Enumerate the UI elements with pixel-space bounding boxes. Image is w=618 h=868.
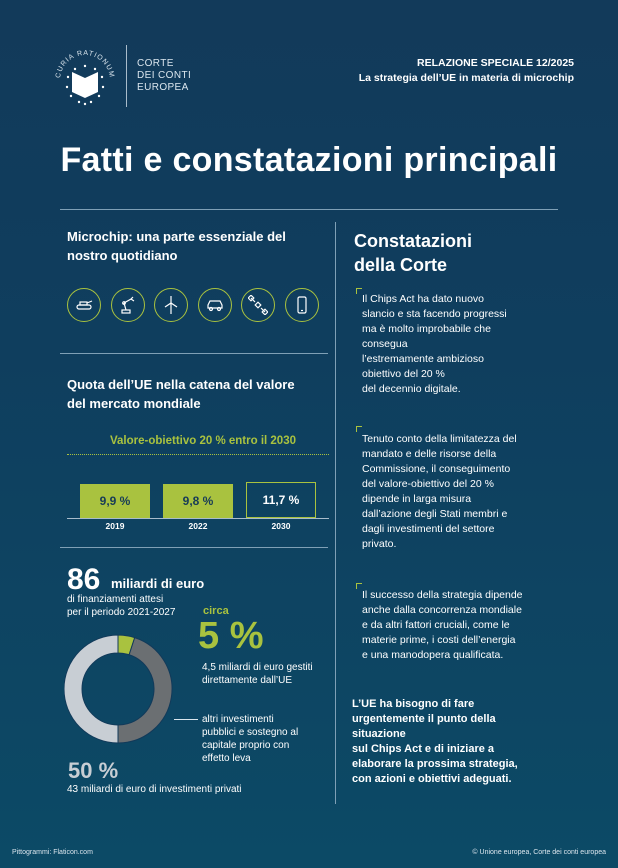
section-microchip-title-line-2: nostro quotidiano bbox=[67, 248, 178, 263]
finding-1 bbox=[362, 292, 547, 397]
org-name bbox=[137, 58, 191, 94]
finding-2 bbox=[362, 432, 547, 552]
bar-2019 bbox=[80, 484, 150, 518]
finding-1-line: consegua bbox=[362, 338, 408, 350]
section-share-title bbox=[67, 375, 295, 413]
bar-2022 bbox=[163, 484, 233, 518]
finding-2-line: dagli investimenti del settore bbox=[362, 523, 495, 535]
findings-title-line-2: della Corte bbox=[354, 255, 448, 275]
funding-subtitle bbox=[67, 593, 175, 619]
finding-2-line: dall’azione degli Stati membri e bbox=[362, 508, 508, 520]
eu-share-percent: 5 % bbox=[198, 615, 264, 657]
emblem-motto: CURIA RATIONUM bbox=[54, 49, 116, 79]
funding-subtitle-line-2: per il periodo 2021-2027 bbox=[67, 607, 176, 618]
findings-title-line-1: Constatazioni bbox=[354, 231, 473, 251]
conclusion bbox=[352, 697, 552, 787]
left-divider-1 bbox=[60, 353, 328, 354]
footer-credits: Pittogrammi: Flaticon.com bbox=[12, 849, 93, 856]
finding-3-line: e una manodopera qualificata. bbox=[362, 649, 504, 661]
finding-3-line: anche dalla concorrenza mondiale bbox=[362, 604, 522, 616]
bar-2022-label: 9,8 % bbox=[182, 494, 214, 508]
robot-arm-icon bbox=[111, 288, 145, 322]
org-line-2: DEI CONTI bbox=[137, 70, 192, 81]
conclusion-line: sul Chips Act e di iniziare a bbox=[352, 743, 495, 755]
finding-2-line: mandato e delle risorse della bbox=[362, 448, 497, 460]
target-line bbox=[67, 454, 329, 455]
circa-label: circa bbox=[203, 605, 229, 617]
donut-slice-private bbox=[64, 635, 118, 743]
conclusion-line: situazione bbox=[352, 728, 406, 740]
tank-icon bbox=[67, 288, 101, 322]
funding-donut bbox=[64, 623, 180, 755]
finding-3-line: e da altri fattori cruciali, come le bbox=[362, 619, 510, 631]
other-note-line-2: pubblici e sostegno al bbox=[202, 727, 299, 738]
logo-divider bbox=[126, 45, 127, 107]
other-leader-line bbox=[174, 719, 198, 720]
funding-total: 86 bbox=[67, 563, 101, 596]
smartphone-icon bbox=[285, 288, 319, 322]
bar-2030-label: 11,7 % bbox=[262, 493, 300, 507]
svg-text:CURIA RATIONUM bbox=[55, 50, 115, 79]
org-line-3: EUROPEA bbox=[137, 82, 189, 93]
finding-1-line: obiettivo del 20 % bbox=[362, 368, 445, 380]
finding-1-line: slancio e sta facendo progressi bbox=[362, 308, 507, 320]
column-divider bbox=[335, 222, 336, 804]
private-investment-note: 43 miliardi di euro di investimenti privati bbox=[67, 784, 242, 795]
page-title: Fatti e constatazioni principali bbox=[60, 141, 558, 179]
finding-2-line: dipende in larga misura bbox=[362, 493, 472, 505]
application-icons bbox=[67, 288, 319, 322]
finding-2-line: del valore-obiettivo del 20 % bbox=[362, 478, 494, 490]
wind-turbine-icon bbox=[154, 288, 188, 322]
finding-1-line: ma è molto improbabile che bbox=[362, 323, 491, 335]
other-note-line-3: capitale proprio con bbox=[202, 740, 290, 751]
conclusion-line: elaborare la prossima strategia, bbox=[352, 758, 518, 770]
footer-copyright: © Unione europea, Corte dei conti europea bbox=[472, 849, 606, 856]
finding-2-line: Commissione, il conseguimento bbox=[362, 463, 511, 475]
car-icon bbox=[198, 288, 232, 322]
conclusion-line: L’UE ha bisogno di fare bbox=[352, 698, 475, 710]
section-microchip-title-line-1: Microchip: una parte essenziale del bbox=[67, 229, 286, 244]
finding-1-line: del decennio digitale. bbox=[362, 383, 461, 395]
eca-emblem bbox=[50, 42, 120, 112]
finding-3-line: Il successo della strategia dipende bbox=[362, 589, 523, 601]
finding-1-line: l’estremamente ambizioso bbox=[362, 353, 484, 365]
report-title: La strategia dell’UE in materia di microchip bbox=[358, 72, 574, 84]
year-2022: 2022 bbox=[188, 521, 208, 531]
bar-baseline bbox=[67, 518, 329, 519]
section-microchip-title bbox=[67, 227, 286, 265]
finding-3-line: materie prime, i costi dell’energia bbox=[362, 634, 516, 646]
title-divider bbox=[60, 209, 558, 210]
eu-share-note bbox=[202, 661, 313, 687]
year-2019: 2019 bbox=[105, 521, 125, 531]
section-share-title-line-1: Quota dell’UE nella catena del valore bbox=[67, 377, 295, 392]
bar-2030 bbox=[246, 482, 316, 518]
other-note-line-4: effetto leva bbox=[202, 753, 251, 764]
conclusion-line: urgentemente il punto della bbox=[352, 713, 496, 725]
target-label: Valore-obiettivo 20 % entro il 2030 bbox=[110, 435, 296, 447]
satellite-icon bbox=[241, 288, 275, 322]
bar-2019-label: 9,9 % bbox=[99, 494, 131, 508]
other-note-line-1: altri investimenti bbox=[202, 714, 274, 725]
funding-unit: miliardi di euro bbox=[111, 576, 205, 591]
other-investment-note bbox=[202, 713, 298, 765]
eu-share-note-line-2: direttamente dall’UE bbox=[202, 675, 293, 686]
finding-2-line: privato. bbox=[362, 538, 397, 550]
private-share-percent: 50 % bbox=[68, 758, 119, 783]
conclusion-line: con azioni e obiettivi adeguati. bbox=[352, 773, 512, 785]
left-divider-2 bbox=[60, 547, 328, 548]
report-reference bbox=[359, 56, 574, 86]
eu-share-note-line-1: 4,5 miliardi di euro gestiti bbox=[202, 662, 313, 673]
finding-1-line: Il Chips Act ha dato nuovo bbox=[362, 293, 484, 305]
findings-title bbox=[354, 229, 472, 277]
finding-3 bbox=[362, 588, 547, 663]
org-line-1: CORTE bbox=[137, 58, 174, 69]
funding-subtitle-line-1: di finanziamenti attesi bbox=[67, 594, 164, 605]
report-number: RELAZIONE SPECIALE 12/2025 bbox=[417, 57, 574, 69]
year-2030: 2030 bbox=[271, 521, 291, 531]
finding-2-line: Tenuto conto della limitatezza del bbox=[362, 433, 517, 445]
section-share-title-line-2: del mercato mondiale bbox=[67, 396, 201, 411]
